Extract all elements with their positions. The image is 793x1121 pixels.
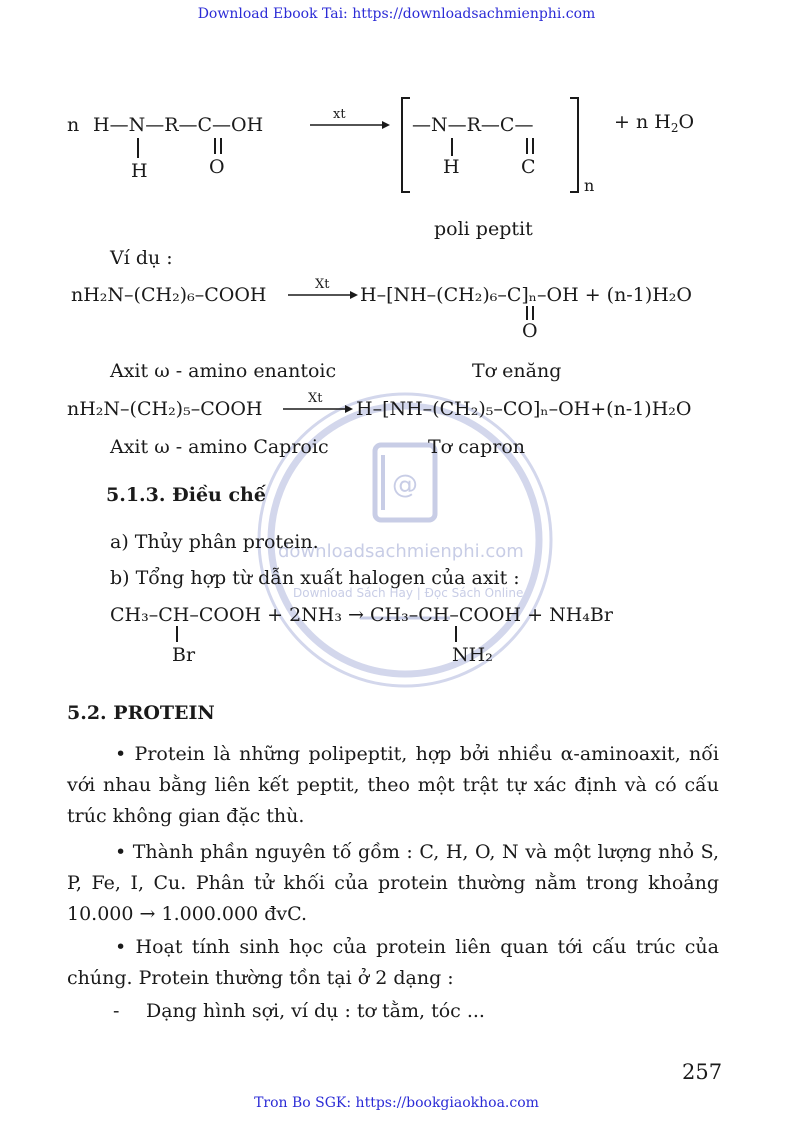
paragraph: • Hoạt tính sinh học của protein liên quan tới cấu trúc của chúng. Protein thường tồn tại ở 2 dạng :: [67, 936, 719, 989]
polymer-n: n: [584, 176, 595, 195]
reaction3-name-left: Axit ω - amino Caproic: [110, 436, 329, 458]
arrow-icon: [310, 119, 390, 131]
substituent-nh2: NH₂: [452, 644, 493, 666]
svg-text:@: @: [392, 470, 418, 500]
footer-link[interactable]: Tron Bo SGK: https://bookgiaokhoa.com: [254, 1095, 539, 1111]
bond-line: [455, 626, 457, 642]
section-heading-513: 5.1.3. Điều chế: [106, 484, 266, 506]
example-label: Ví dụ :: [110, 247, 173, 269]
list-item: Dạng hình sợi, ví dụ : tơ tằm, tóc ...: [146, 1000, 485, 1022]
arrow-label: xt: [333, 107, 346, 122]
double-bond-line: [526, 306, 528, 320]
paragraph: • Protein là những polipeptit, hợp bởi nhiều α-aminoaxit, nối với nhau bằng liên kết peptit, theo một trật tự xác định và có cấu trúc không gian đặc thù.: [67, 743, 719, 827]
substituent-br: Br: [172, 644, 196, 666]
reaction2-name-right: Tơ enăng: [472, 360, 562, 382]
bond-line: [137, 138, 139, 158]
arrow-label: Xt: [315, 277, 330, 292]
reaction3-name-right: Tơ capron: [428, 436, 526, 458]
double-bond-line: [214, 138, 216, 154]
reaction1-coef: n: [67, 114, 80, 136]
reaction1-product-h: H: [443, 156, 460, 178]
reaction3-left: nH₂N–(CH₂)₅–COOH: [67, 398, 263, 420]
watermark-text: downloadsachmienphi.com: [278, 541, 524, 562]
item-b: b) Tổng hợp từ dẫn xuất halogen của axit :: [110, 567, 520, 589]
list-dash: -: [113, 1000, 120, 1022]
arrow-label: Xt: [308, 391, 323, 406]
arrow-icon: [288, 289, 358, 301]
double-bond-line: [220, 138, 222, 154]
item-a: a) Thủy phân protein.: [110, 531, 319, 553]
reaction1-o: O: [209, 156, 225, 178]
reaction1-h: H: [131, 160, 148, 182]
reaction2-name-left: Axit ω - amino enantoic: [110, 360, 337, 382]
polymer-bracket: [400, 96, 590, 196]
header-link[interactable]: Download Ebook Tai: https://downloadsachmienphi.com: [197, 6, 596, 22]
double-bond-line: [532, 306, 534, 320]
watermark-subtext: Download Sách Hay | Đọc Sách Online: [293, 586, 524, 600]
double-bond-line: [532, 138, 534, 154]
caption-poli-peptit: poli peptit: [434, 218, 533, 240]
page-number: 257: [682, 1060, 723, 1084]
reaction2-right: H–[NH–(CH₂)₆–C]ₙ–OH + (n-1)H₂O: [360, 284, 692, 306]
reaction2-left: nH₂N–(CH₂)₆–COOH: [71, 284, 267, 306]
equation-513: CH₃–CH–COOH + 2NH₃ → CH₃–CH–COOH + NH₄Br: [110, 604, 613, 626]
paragraph: • Thành phần nguyên tố gồm : C, H, O, N và một lượng nhỏ S, P, Fe, I, Cu. Phân tử khối của protein thường nằm trong khoảng 10.000 → 1.000.000 đvC.: [67, 841, 719, 925]
reaction3-right: H–[NH–(CH₂)₅–CO]ₙ–OH+(n-1)H₂O: [356, 398, 692, 420]
bond-line: [451, 138, 453, 156]
reaction1-product: —N—R—C—: [412, 114, 534, 136]
double-bond-line: [526, 138, 528, 154]
section-heading-52: 5.2. PROTEIN: [67, 702, 215, 724]
arrow-icon: [283, 403, 353, 415]
reaction1-reactant: H—N—R—C—OH: [93, 114, 264, 136]
byproduct: + n $H_2O$: [614, 111, 695, 135]
reaction1-product-c: C: [521, 156, 536, 178]
bond-line: [176, 626, 178, 642]
reaction2-o: O: [522, 320, 538, 342]
